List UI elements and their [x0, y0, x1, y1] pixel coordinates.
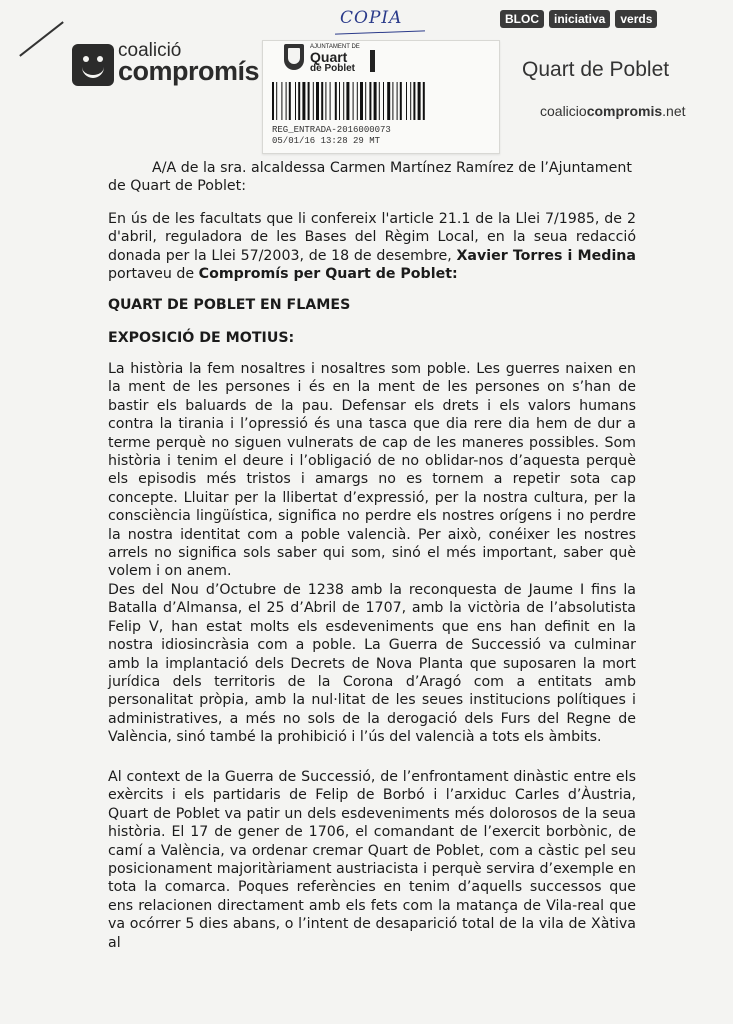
pen-stroke — [19, 21, 64, 56]
registry-barcode — [270, 82, 494, 120]
address-line-1: A/A de la sra. alcaldessa Carmen Martínez Ramírez de l’Ajuntament — [152, 160, 632, 176]
addressee — [108, 159, 636, 196]
political-group: Compromís per Quart de Poblet: — [198, 266, 458, 283]
logo-text-small: coalició — [118, 40, 182, 61]
stamp-bar — [370, 50, 375, 72]
registry-number: REG_ENTRADA-2016000073 — [272, 125, 391, 135]
header-town-name: Quart de Poblet — [522, 58, 670, 81]
intro-paragraph: En ús de les facultats que li confereix l'article 21.1 de la Llei 7/1985, de 2 d'abril, reguladora de les Bases del Règim Local, en la seua redacció donada per la Llei 57/2003, de 18 de desembre, Xavier Torres i Medina portaveu de Compromís per Quart de Poblet: — [108, 211, 636, 283]
document-title: QUART DE POBLET EN FLAMES — [108, 297, 351, 313]
paragraph-3: Al context de la Guerra de Successió, de l’enfrontament dinàstic entre els exèrcits i els partidaris de Felip de Borbó i l’arxiduc Carles d’Àustria, Quart de Poblet va patir un dels esdeveniments més dolorosos de la seua història. El 17 de gener de 1706, el comandant de l’exercit borbònic, de camí a València, va ordenar cremar Quart de Poblet, com a càstic pel seu posicionament majoritàriament austriacista i perquè servira d’exemple en tota la comarca. Poques referències en tenim d’aquells successos que ens relacionen directament amb els fets com la matança de Vila-real que va ocórrer 5 dies abans, o l’intent de desaparició total de la vila de Xàtiva al — [108, 769, 636, 951]
stamp-ajuntament-name: Quart de Poblet — [310, 49, 356, 74]
registry-info — [272, 125, 391, 147]
handwritten-underline — [335, 30, 425, 34]
spokesperson-name: Xavier Torres i Medina — [456, 247, 636, 264]
section-heading: EXPOSICIÓ DE MOTIUS: — [108, 330, 295, 346]
badge-iniciativa: iniciativa — [549, 10, 610, 28]
logo-text-big: compromís — [118, 56, 260, 86]
party-badges — [500, 10, 657, 28]
registry-datetime: 05/01/16 13:28 29 MT — [272, 136, 381, 146]
badge-verds: verds — [615, 10, 657, 28]
badge-bloc: BLOC — [500, 10, 544, 28]
handwritten-copy-note: COPIA — [340, 8, 403, 28]
paragraph-1: La història la fem nosaltres i nosaltres som poble. Les guerres naixen en la ment de les persones i és en la ment de les persones on s’han de bastir els baluards de la pau. Defensar els drets i els valors humans contra la tirania i l’opressió és una tasca que dia rere dia hem de dur a terme perquè no siguen vulnerats de cap de les maneres possibles. Som història i tenim el deure i l’obligació de no oblidar-nos d’aquesta perquè els episodis més tristos i amargs no es tornem a repetir sota cap concepte. Lluitar per la llibertat d’expressió, per la nostra cultura, per la consciència lingüística, significa no perdre els nostres orígens i no perdre la nostra identitat com a poble valencià. Per això, conéixer les nostres arrels no significa sols saber qui som, sinó el més important, saber què volem i on anem. — [108, 361, 636, 580]
address-line-2: de Quart de Poblet: — [108, 178, 246, 195]
stamp-ajuntament-label: AJUNTAMENT DE — [310, 44, 360, 50]
header-website: coaliciocompromis.net — [540, 103, 686, 119]
compromis-logo-icon — [72, 44, 114, 86]
paragraph-2: Des del Nou d’Octubre de 1238 amb la reconquesta de Jaume I fins la Batalla d’Almansa, el 25 d’Abril de 1707, amb la victòria de l’absolutista Felip V, han estat molts els esdeveniments que ens han definit en la nostra idiosincràsia com a poble. La Guerra de Successió va culminar amb la implantació dels Decrets de Nova Planta que suposaren la mort jurídica dels territoris de la Corona d’Aragó com a entitats amb personalitat pròpia, amb la nul·litat de les seues institucions polítiques i administratives, a més no sols de la derogació dels Furs del Regne de València, sinó també la prohibició i l’ús del valencià a tots els àmbits. — [108, 582, 636, 746]
